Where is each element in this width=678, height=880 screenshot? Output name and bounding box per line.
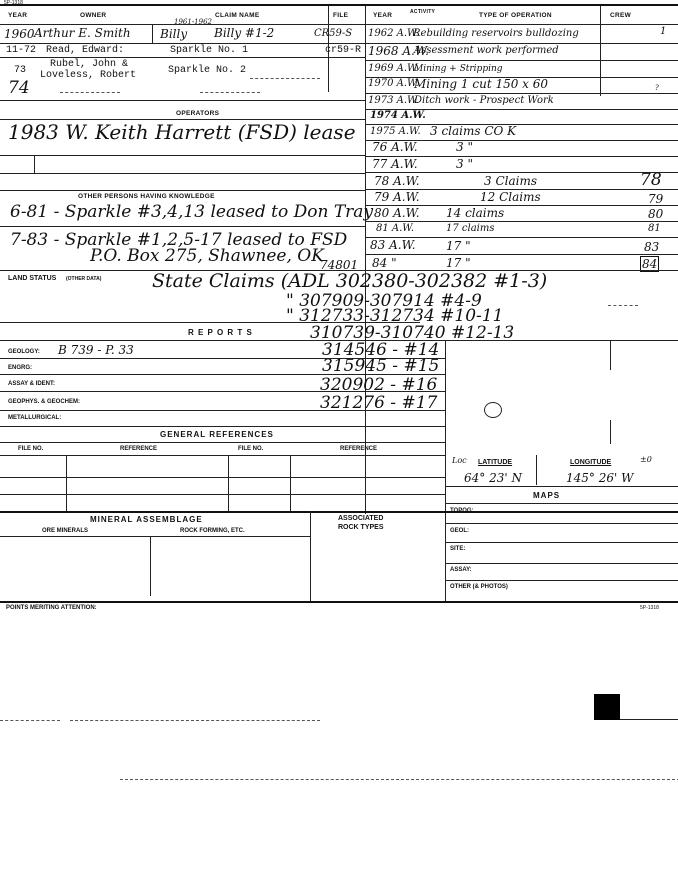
circle-mark (484, 402, 502, 418)
activity-row-10-type: 12 Claims (480, 190, 541, 204)
other-persons-rule-1 (0, 226, 365, 227)
type-of-operation-header: TYPE OF OPERATION (479, 12, 552, 19)
owner-row-2-dash (250, 78, 320, 79)
land-status-label: LAND STATUS (8, 275, 57, 282)
general-refs-rule (0, 442, 445, 443)
activity-row-11-year: 80 A.W. (374, 206, 420, 220)
maps-rule-2 (445, 542, 678, 543)
activity-row-14-crew: 84 (642, 257, 658, 271)
maps-left-line (445, 570, 446, 601)
owner-row-2-owner2: Loveless, Robert (40, 70, 137, 81)
report-rule-2 (0, 391, 445, 392)
land-status-line-5: 314546 - #14 (322, 340, 440, 360)
file-header: FILE (333, 12, 349, 19)
activity-row-10-year: 79 A.W. (374, 190, 420, 204)
owner-row-0-owner: Arthur E. Smith (34, 26, 131, 40)
owner-row-2-owner: Rubel, John & (50, 59, 129, 70)
maps-site-label: SITE: (450, 546, 466, 552)
land-status-line-1: State Claims (ADL 302380-302382 #1-3) (152, 270, 548, 292)
report-rule-4 (0, 426, 445, 427)
owner-row-0-above: 1961-1962 (174, 18, 212, 26)
owner-row-2-claim: Sparkle No. 2 (168, 65, 247, 76)
lat-lon-rule (445, 486, 678, 487)
report-geology-label: GEOLOGY: (8, 349, 40, 355)
activity-row-14-year: 84 " (372, 256, 397, 270)
corner-mark-left: 5P-1318 (4, 0, 23, 6)
activity-row-2-year: 1969 A.W. (368, 63, 419, 74)
header-rule (0, 24, 678, 25)
owner-row-3-year: 74 (8, 78, 30, 98)
scan-dash-1 (0, 720, 60, 721)
operators-col-line (34, 155, 35, 173)
scan-dash-3 (120, 779, 678, 780)
report-metallurgical-label: METALLURGICAL: (8, 415, 62, 421)
ref-col-3 (290, 455, 291, 511)
owner-row-1-owner: Read, Edward: (46, 45, 125, 56)
report-geology-value: B 739 - P. 33 (58, 343, 134, 357)
owner-row-0-claim2: Billy #1-2 (214, 26, 275, 40)
corner-mark-right: 5P-1318 (640, 605, 659, 611)
activity-row-8-type: 3 " (456, 157, 473, 171)
ref-header-file-no-2: FILE NO. (238, 446, 264, 452)
latitude-value: 64° 23' N (464, 471, 522, 485)
land-status-dash (608, 305, 638, 306)
ref-section-end (0, 511, 678, 513)
activity-rule-3 (365, 93, 678, 94)
reports-label: R E P O R T S (188, 328, 253, 337)
owner-row-rule-0 (0, 43, 365, 44)
owner-row-1-claim: Sparkle No. 1 (170, 45, 249, 56)
owner-row-3-dash (60, 92, 120, 93)
main-divider (365, 6, 366, 514)
longitude-value: 145° 26' W (566, 471, 634, 485)
maps-topog-label: TOPOG: (450, 508, 474, 514)
activity-row-3-year: 1970 A.W. (368, 78, 419, 89)
other-persons-line-1: 6-81 - Sparkle #3,4,13 leased to Don Tray (10, 202, 374, 222)
activity-header: ACTIVITY (410, 9, 436, 15)
activity-row-1-year: 1968 A.W. (368, 44, 429, 58)
owner-row-0-claim: Billy (160, 27, 188, 41)
activity-rule-1 (365, 60, 678, 61)
ref-header-file-no-1: FILE NO. (18, 446, 44, 452)
land-status-line-3: " 312733-312734 #10-11 (286, 306, 504, 326)
land-status-sub: (OTHER DATA) (66, 276, 102, 282)
owner-header: OWNER (80, 12, 107, 19)
operator-entry: 1983 W. Keith Harrett (FSD) lease (8, 120, 356, 144)
lat-lon-divider (536, 455, 537, 485)
black-registration-mark (594, 694, 620, 720)
lat-prefix: Loc (452, 456, 467, 465)
activity-row-6-year: 1975 A.W. (370, 126, 421, 137)
operators-end (0, 190, 365, 191)
right-box-line-2 (610, 420, 611, 444)
activity-rule-8 (365, 172, 678, 173)
rock-forming-label: ROCK FORMING, ETC. (180, 528, 245, 534)
ref-header-reference-1: REFERENCE (120, 446, 158, 452)
report-engrg-label: ENGRG: (8, 365, 32, 371)
activity-rule-13 (365, 254, 678, 255)
operators-row-rule-2 (0, 173, 365, 174)
activity-row-3-crew: ? (655, 84, 659, 92)
crew-column-line (600, 6, 601, 96)
activity-row-8-year: 77 A.W. (372, 157, 418, 171)
land-status-line-6: 315945 - #15 (322, 356, 440, 376)
ore-minerals-label: ORE MINERALS (42, 528, 89, 534)
crew-header: CREW (610, 12, 632, 19)
lon-suffix: ±0 (640, 455, 652, 464)
activity-row-4-year: 1973 A.W. (368, 95, 419, 106)
owner-row-1-year: 11-72 (6, 45, 37, 56)
other-persons-line-4: 74801 (320, 258, 359, 272)
land-status-line-8: 321276 - #17 (320, 393, 438, 413)
owner-row-0-file: CR59-S (314, 28, 353, 39)
maps-rule (445, 503, 678, 504)
activity-row-3-type: Mining 1 cut 150 x 60 (414, 77, 549, 91)
activity-row-13-type: 17 " (446, 239, 471, 253)
report-geophys-label: GEOPHYS. & GEOCHEM: (8, 399, 81, 405)
report-rule-3 (0, 410, 445, 411)
activity-row-0-type: Rebuilding reservoirs bulldozing (413, 28, 579, 39)
longitude-label: LONGITUDE (570, 459, 612, 466)
maps-assay-label: ASSAY: (450, 567, 472, 573)
activity-row-4-type: Ditch work - Prospect Work (414, 95, 554, 106)
other-persons-line-3: P.O. Box 275, Shawnee, OK (90, 246, 324, 266)
mark-trailing-line (620, 719, 678, 720)
mineral-rule (0, 536, 310, 537)
rock-types-label: ROCK TYPES (338, 524, 384, 531)
ref-col-2 (228, 455, 229, 511)
scan-dash-2 (70, 720, 320, 721)
claim-column-line (152, 24, 153, 44)
activity-rule-11 (365, 221, 678, 222)
land-status-line-7: 320902 - #16 (320, 375, 438, 395)
ref-row-rule-2 (0, 494, 445, 495)
activity-row-9-crew: 78 (640, 170, 662, 190)
land-status-line-4: 310739-310740 #12-13 (310, 323, 515, 343)
points-top-rule (0, 601, 678, 603)
points-meriting-label: POINTS MERITING ATTENTION: (6, 605, 97, 611)
activity-row-1-type: Assessment work performed (414, 45, 559, 56)
mineral-assemblage-label: MINERAL ASSEMBLAGE (90, 515, 203, 524)
ref-col-1 (66, 455, 67, 511)
owner-section-end (0, 100, 365, 101)
activity-row-13-year: 83 A.W. (370, 238, 416, 252)
activity-row-14-type: 17 " (446, 256, 471, 270)
land-status-line-2: " 307909-307914 #4-9 (286, 291, 482, 311)
right-box-line (610, 340, 611, 370)
activity-row-6-type: 3 claims CO K (430, 124, 517, 138)
ref-row-rule-1 (0, 477, 445, 478)
activity-row-9-type: 3 Claims (484, 174, 537, 188)
activity-row-0-year: 1962 A.W. (368, 28, 419, 39)
owner-row-2-year: 73 (14, 65, 27, 76)
ref-header-reference-2: REFERENCE (340, 446, 378, 452)
maps-rule-1 (445, 523, 678, 524)
activity-rule-5 (365, 124, 678, 125)
activity-row-12-crew: 81 (648, 223, 661, 234)
latitude-label: LATITUDE (478, 459, 513, 466)
activity-row-12-type: 17 claims (446, 223, 495, 234)
activity-row-11-type: 14 claims (446, 206, 505, 220)
owner-row-1-file: cr59-R (325, 45, 362, 56)
activity-row-9-year: 78 A.W. (374, 174, 420, 188)
maps-other-label: OTHER (& PHOTOS) (450, 584, 508, 590)
assoc-col-line (310, 511, 311, 601)
activity-row-12-year: 81 A.W. (376, 223, 415, 234)
other-persons-label: OTHER PERSONS HAVING KNOWLEDGE (78, 193, 215, 200)
report-assay-label: ASSAY & IDENT: (8, 381, 56, 387)
maps-rule-3 (445, 563, 678, 564)
maps-geol-label: GEOL: (450, 528, 469, 534)
associated-label: ASSOCIATED (338, 515, 384, 522)
operators-row-rule-1 (0, 155, 365, 156)
claim-name-header: CLAIM NAME (215, 12, 260, 19)
reports-right-divider (445, 340, 446, 570)
activity-row-7-year: 76 A.W. (372, 140, 418, 154)
year2-header: YEAR (373, 12, 393, 19)
owner-row-3-dash2 (200, 92, 260, 93)
maps-rule-4 (445, 580, 678, 581)
other-persons-line-2: 7-83 - Sparkle #1,2,5-17 leased to FSD (10, 230, 348, 250)
activity-row-11-crew: 80 (648, 207, 664, 221)
general-references-label: GENERAL REFERENCES (160, 430, 274, 439)
activity-row-7-type: 3 " (456, 140, 473, 154)
activity-row-10-crew: 79 (648, 192, 664, 206)
activity-row-2-type: Mining + Stripping (414, 64, 503, 74)
activity-row-13-crew: 83 (644, 240, 660, 254)
top-border (0, 4, 678, 6)
mineral-col-line (150, 536, 151, 596)
maps-label: MAPS (533, 491, 561, 500)
activity-row-0-crew: 1 (660, 26, 667, 37)
owner-row-0-year: 1960 (4, 27, 35, 41)
operators-label: OPERATORS (176, 110, 220, 117)
year-header: YEAR (8, 12, 28, 19)
owner-row-rule-1 (0, 57, 365, 58)
activity-row-5-year: 1974 A.W. (370, 110, 426, 121)
